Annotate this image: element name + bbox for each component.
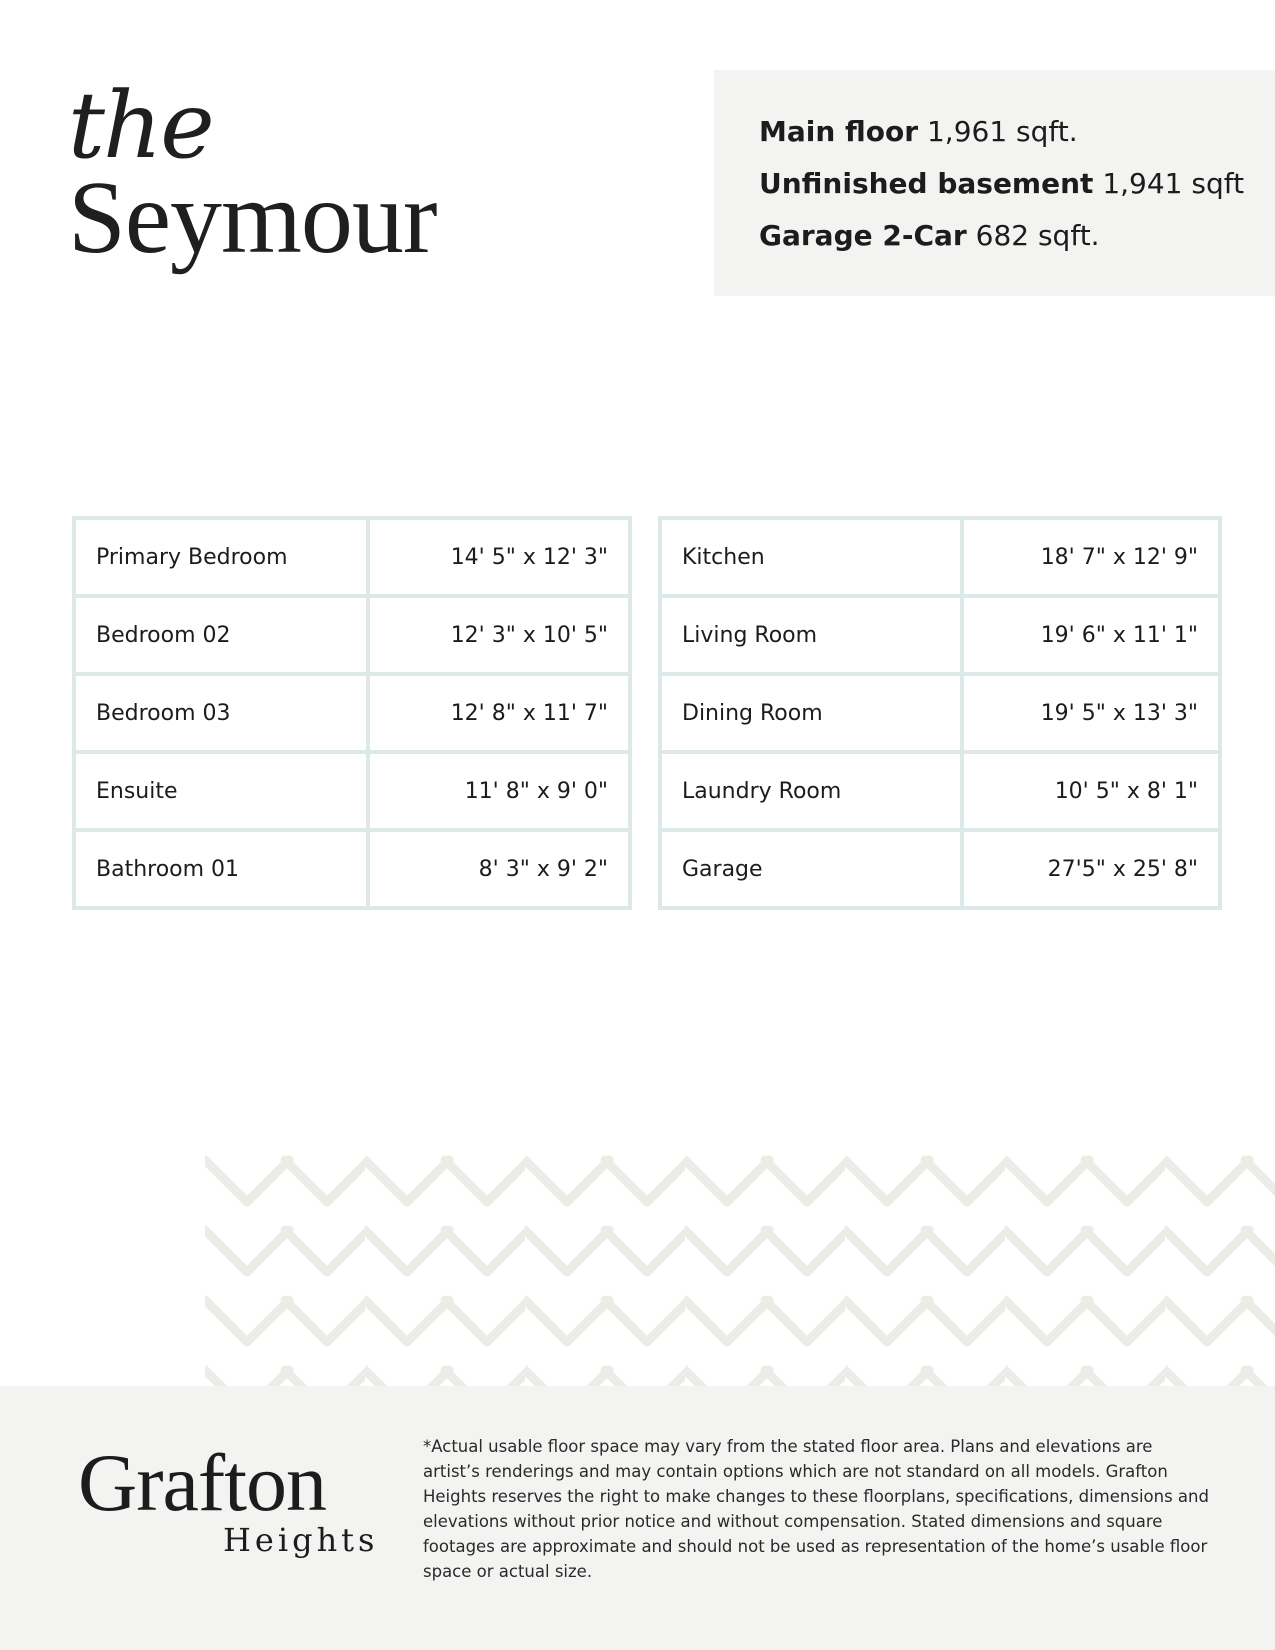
table-row xyxy=(660,674,1220,752)
room-name: Garage xyxy=(660,830,962,908)
room-name: Bedroom 02 xyxy=(74,596,368,674)
room-name: Kitchen xyxy=(660,518,962,596)
room-dimensions-table-left xyxy=(72,516,632,910)
table-row xyxy=(74,752,630,830)
room-name: Dining Room xyxy=(660,674,962,752)
model-title xyxy=(68,72,548,280)
table-row xyxy=(74,674,630,752)
room-dimensions: 27'5" x 25' 8" xyxy=(962,830,1220,908)
room-dimensions: 11' 8" x 9' 0" xyxy=(368,752,630,830)
sqft-label: Unfinished basement xyxy=(759,167,1094,200)
table-row xyxy=(74,518,630,596)
title-prefix: the xyxy=(68,72,213,179)
table-row xyxy=(660,830,1220,908)
sqft-basement xyxy=(759,167,1245,200)
table-row xyxy=(74,596,630,674)
table-row xyxy=(660,596,1220,674)
room-name: Bedroom 03 xyxy=(74,674,368,752)
sqft-main-floor xyxy=(759,115,1078,148)
footer xyxy=(0,1386,1275,1650)
table-row xyxy=(660,752,1220,830)
title-name: Seymour xyxy=(68,160,437,275)
room-dimensions: 10' 5" x 8' 1" xyxy=(962,752,1220,830)
sqft-label: Main floor xyxy=(759,115,919,148)
room-name: Ensuite xyxy=(74,752,368,830)
sqft-value: 1,961 sqft. xyxy=(926,115,1078,148)
room-dimensions: 12' 8" x 11' 7" xyxy=(368,674,630,752)
room-dimensions: 19' 5" x 13' 3" xyxy=(962,674,1220,752)
room-dimensions: 14' 5" x 12' 3" xyxy=(368,518,630,596)
logo-brand: Grafton xyxy=(78,1437,327,1528)
table-row xyxy=(74,830,630,908)
room-dimensions: 19' 6" x 11' 1" xyxy=(962,596,1220,674)
room-dimensions-table-right xyxy=(658,516,1222,910)
disclaimer-text: *Actual usable floor space may vary from the stated floor area. Plans and elevations are artist’s renderings and may contain options which are not standard on all models. Grafton Heights reserves the right to make changes to these floorplans, specifications, dimensions and elevations without prior notice and without compensation. Stated dimensions and square footages are approximate and should not be used as representation of the home’s usable floor space or actual size. xyxy=(423,1437,1209,1581)
herringbone-pattern xyxy=(205,1150,1275,1386)
room-dimensions: 8' 3" x 9' 2" xyxy=(368,830,630,908)
sqft-garage xyxy=(759,219,1100,252)
room-name: Bathroom 01 xyxy=(74,830,368,908)
sqft-value: 1,941 sqft xyxy=(1102,167,1245,200)
logo-subtitle: Heights xyxy=(223,1521,379,1559)
room-name: Laundry Room xyxy=(660,752,962,830)
sqft-value: 682 sqft. xyxy=(975,219,1100,252)
room-dimensions: 12' 3" x 10' 5" xyxy=(368,596,630,674)
grafton-heights-logo xyxy=(78,1437,379,1572)
square-footage-panel xyxy=(714,70,1275,296)
sqft-label: Garage 2-Car xyxy=(759,219,967,252)
table-row xyxy=(660,518,1220,596)
room-dimensions: 18' 7" x 12' 9" xyxy=(962,518,1220,596)
room-name: Primary Bedroom xyxy=(74,518,368,596)
room-name: Living Room xyxy=(660,596,962,674)
